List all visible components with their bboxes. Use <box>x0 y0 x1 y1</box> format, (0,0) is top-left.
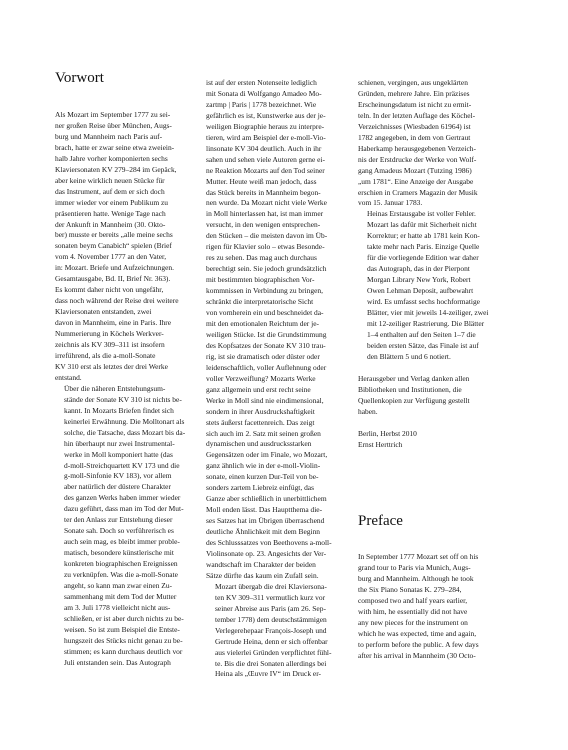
text-line: entstand. <box>55 372 82 382</box>
text-line: any new pieces for the instrument on <box>358 617 468 627</box>
text-line: mit bestimmten biographischen Vor- <box>206 275 315 285</box>
text-line: sahen und sehen viele Autoren gerne ei- <box>206 154 325 164</box>
text-line: burg and Mannheim. Although he took <box>358 573 474 583</box>
text-line: to perform before the public. A few days <box>358 639 479 649</box>
text-line: Verlegerehepaar François-Joseph und <box>215 625 327 635</box>
text-line: der Ankunft in Mannheim (30. Okto- <box>55 219 166 229</box>
text-line: werke in Moll komponiert hatte (das <box>64 449 173 459</box>
text-line: weiligen Stücke. Ist die Grundstimmung <box>206 329 327 339</box>
text-line: ganz ähnlich wie in der e-moll-Violin- <box>206 461 321 471</box>
text-line: composed two and half years earlier, <box>358 595 468 605</box>
text-line: Klaviersonaten KV 279–284 im Gepäck, <box>55 164 177 174</box>
vorwort-text-column-3 <box>358 78 500 451</box>
text-line: Heinas Erstausgabe ist voller Fehler. <box>367 209 476 219</box>
text-line: ne Reaktion Mozarts auf den Tod seiner <box>206 165 325 175</box>
paragraph <box>206 582 348 681</box>
paragraph <box>358 78 500 209</box>
text-line: haben. <box>358 406 378 416</box>
text-line: teln. In der letzten Auflage des Köchel- <box>358 110 476 120</box>
paragraph <box>358 209 500 362</box>
text-line: aus vielerlei Gründen verpflichtet fühl- <box>215 647 332 657</box>
text-line: Mozart las dafür mit Sicherheit nicht <box>367 220 477 230</box>
text-line: KV 310 erst als letztes der drei Werke <box>55 361 168 371</box>
text-line: angeht, so kann man zwar einen Zu- <box>64 580 173 590</box>
paragraph <box>55 384 197 669</box>
text-line: Ganze aber schließlich in unerbittlichem <box>206 494 327 504</box>
text-line: Mozart übergab die drei Klaviersona- <box>215 581 327 591</box>
text-line: ter den Anlass zur Entstehung dieser <box>64 515 173 525</box>
text-line: mit 12-zeiliger Rastrierung. Die Blätter <box>367 318 485 328</box>
text-line: schließen, er ist aber durch nichts zu be- <box>64 613 184 623</box>
text-line: stets äußerst facettenreich. Das zeigt <box>206 417 315 427</box>
text-line: Gesamtausgabe, Bd. II, Brief Nr. 363). <box>55 274 171 284</box>
text-line: präsentieren hatte. Wenige Tage nach <box>55 208 166 218</box>
text-line: hungszeit des Stücks nicht genau zu be- <box>64 635 183 645</box>
text-line: aber keine wirklich neuen Stücke für <box>55 175 165 185</box>
text-line: dazu geführt, dass man im Tod der Mut- <box>64 504 184 514</box>
text-line: zartmp | Paris | 1778 bezeichnet. Wie <box>206 99 317 109</box>
text-line: dass noch während der Reise drei weitere <box>55 296 179 306</box>
text-line: rigen für Klavier solo – etwas Besonde- <box>206 242 325 252</box>
text-line: Gertrude Heina, denn er sich offenbar <box>215 636 328 646</box>
text-line: Owen Lehman Deposit, aufbewahrt <box>367 286 474 296</box>
text-line: Nummerierung in Köchels Werkver- <box>55 329 164 339</box>
text-line: vom 15. Januar 1783. <box>358 198 423 208</box>
text-line: keinerlei Erwähnung. Die Molltonart als <box>64 416 185 426</box>
text-line: von vornherein ein und beschneidet da- <box>206 308 324 318</box>
text-line: Juli entstanden sein. Das Autograph <box>64 657 171 667</box>
preface-title: Preface <box>358 513 403 529</box>
text-line: ner großen Reise über München, Augs- <box>55 120 172 130</box>
text-line: immer wieder vor einem Publikum zu <box>55 197 168 207</box>
text-line: wandtschaft im Charakter der beiden <box>206 559 316 569</box>
column-3 <box>358 78 500 451</box>
text-line: nen wurde. Da Mozart nicht viele Werke <box>206 198 327 208</box>
text-line: sonders zartem Liebreiz einfügt, das <box>206 483 315 493</box>
text-line: den Blättern 5 und 6 notiert. <box>367 351 451 361</box>
text-line: which he was expected, time and again, <box>358 628 477 638</box>
text-line: am 3. Juli 1778 vielleicht nicht aus- <box>64 602 171 612</box>
text-line: d-moll-Streichquartett KV 173 und die <box>64 460 180 470</box>
text-line: weisen. So ist zum Beispiel die Entste- <box>64 624 180 634</box>
text-line: ses Satzes hat im Übrigen überraschend <box>206 516 325 526</box>
text-line: kannt. In Mozarts Briefen findet sich <box>64 405 174 415</box>
text-line: res zu sehen. Das mag auch durchaus <box>206 253 317 263</box>
text-line: Mutter. Heute weiß man jedoch, dass <box>206 176 317 186</box>
text-line: g-moll-Sinfonie KV 183), vor allem <box>64 471 172 481</box>
acknowledgement <box>358 374 500 418</box>
text-line: schienen, vergingen, aus ungeklärten <box>358 78 468 87</box>
text-line: vom 4. November 1777 an den Vater, <box>55 252 167 262</box>
text-line: zeichnis als KV 309–311 ist insofern <box>55 340 165 350</box>
text-line: Berlin, Herbst 2010 <box>358 428 417 438</box>
text-line: ber) musste er bereits „alle meine sechs <box>55 230 173 240</box>
text-line: Blätter, vier mit jeweils 14-zeiliger, zwei <box>367 308 489 318</box>
text-line: für die vorliegende Edition war daher <box>367 253 479 263</box>
text-line: grand tour to Paris via Munich, Augs- <box>358 562 471 572</box>
text-line: 1–4 enthalten auf den Seiten 1–7 die <box>367 329 476 339</box>
text-line: des Schlusssatzes von Beethovens a-moll- <box>206 538 332 548</box>
vorwort-text-column-1 <box>55 110 197 669</box>
text-line: zu verknüpfen. Was die a-moll-Sonate <box>64 570 178 580</box>
text-line: takte mehr nach Paris. Einzige Quelle <box>367 242 480 252</box>
text-line: schränkt die interpretatorische Sicht <box>206 297 314 307</box>
text-line: ten KV 309–311 vermutlich kurz vor <box>215 592 326 602</box>
text-line: des Kopfsatzes der Sonate KV 310 trau- <box>206 340 326 350</box>
text-line: mit Sonata di Wolfgango Amadeo Mo- <box>206 88 322 98</box>
column-1 <box>55 69 197 669</box>
text-line: weiligen Biographie heraus zu interpre- <box>206 121 325 131</box>
text-line: the Six Piano Sonatas K. 279–284, <box>358 584 462 594</box>
vorwort-text-column-2 <box>206 78 348 680</box>
text-line: davon in Mannheim, eine in Paris. Ihre <box>55 318 172 328</box>
text-line: aber natürlich der düstere Charakter <box>64 482 171 492</box>
text-line: Sätze dürfte das kaum ein Zufall sein. <box>206 570 319 580</box>
text-line: Korrektur; er hatte ab 1781 kein Kon- <box>367 231 480 241</box>
preface-section <box>358 512 508 662</box>
text-line: gang Amadeus Mozart (Tutzing 1986) <box>358 165 472 175</box>
text-line: Ernst Herttrich <box>358 439 403 449</box>
preface-text <box>358 552 508 662</box>
text-line: „um 1781“. Eine Anzeige der Ausgabe <box>358 176 474 186</box>
column-2 <box>206 78 348 680</box>
text-line: Als Mozart im September 1777 zu sei- <box>55 110 171 119</box>
text-line: brach, hatte er zwar seine etwa zweiein- <box>55 142 175 152</box>
text-line: stimmen; es kann durchaus deutlich vor <box>64 646 183 656</box>
text-line: auch sein mag, es bleibt immer proble- <box>64 537 180 547</box>
text-line: irreführend, als die a-moll-Sonate <box>55 350 156 360</box>
text-line: Herausgeber und Verlag danken allen <box>358 373 470 383</box>
text-line: nis der Erstdrucke der Werke von Wolf- <box>358 154 477 164</box>
text-line: tieren, wird am Beispiel der e-moll-Vio- <box>206 132 326 142</box>
paragraph <box>206 78 348 582</box>
text-line: erschien in Cramers Magazin der Musik <box>358 187 478 197</box>
text-line: Quellenkopien zur Verfügung gestellt <box>358 395 470 405</box>
text-line: linsonate KV 304 deutlich. Auch in ihr <box>206 143 322 153</box>
text-line: Sonate sah. Doch so verführerisch es <box>64 526 174 536</box>
text-line: deutliche Ähnlichkeit mit dem Beginn <box>206 527 321 537</box>
text-line: Erscheinungsdatum ist nicht zu ermit- <box>358 99 472 109</box>
text-line: den Stücken – die meisten davon im Üb- <box>206 231 328 241</box>
text-line: hin überhaupt nur zwei Instrumental- <box>64 438 175 448</box>
text-line: konkreten biographischen Ereignissen <box>64 559 178 569</box>
text-line: burg und Mannheim nach Paris auf- <box>55 131 163 141</box>
text-line: leidenschaftlich, voller Auflehnung oder <box>206 362 327 372</box>
text-line: Violinsonate op. 23. Angesichts der Ver- <box>206 548 327 558</box>
text-line: seiner Abreise aus Paris (am 26. Sep- <box>215 603 326 613</box>
text-line: dynamischen und ausdrucksstarken <box>206 439 312 449</box>
text-line: Es kommt daher nicht von ungefähr, <box>55 285 164 295</box>
text-line: sonate, einen kurzen Dur-Teil von be- <box>206 472 319 482</box>
text-line: Gründen, mehrere Jahre. Ein präzises <box>358 88 470 98</box>
text-line: des ganzen Werks haben immer wieder <box>64 493 181 503</box>
text-line: after his arrival in Mannheim (30 Octo- <box>358 650 476 660</box>
text-line: tember 1778) dem deutschstämmigen <box>215 614 327 624</box>
text-line: wird. Es umfasst sechs hochformatige <box>367 297 480 307</box>
text-line: kommnissen in Verbindung zu bringen, <box>206 286 323 296</box>
text-line: Bibliotheken und Institutionen, die <box>358 384 462 394</box>
text-line: 1782 angegeben, in dem von Gertraut <box>358 132 471 142</box>
text-line: stände der Sonate KV 310 ist nichts be- <box>64 394 182 404</box>
text-line: solche, die Tatsache, dass Mozart bis da- <box>64 427 186 437</box>
text-line: sonaten beym Canabich“ spielen (Brief <box>55 241 172 251</box>
text-line: In September 1777 Mozart set off on his <box>358 552 479 561</box>
text-line: das Stück bereits in Mannheim begon- <box>206 187 321 197</box>
text-line: mit den emotionalen Reichtum der je- <box>206 318 319 328</box>
text-line: Moll enden lässt. Das Hauptthema die- <box>206 505 323 515</box>
text-line: sondern in ihrer Ausdruckshaftigkeit <box>206 406 315 416</box>
text-line: beiden ersten Sätze, das Finale ist auf <box>367 340 479 350</box>
text-line: in Moll hinterlassen hat, ist man immer <box>206 209 324 219</box>
text-line: Heina als „Œuvre IV“ im Druck er- <box>215 669 321 679</box>
text-line: Gegensätzen oder im Finale, wo Mozart, <box>206 450 328 460</box>
text-line: halb Jahre vorher komponierten sechs <box>55 153 168 163</box>
text-line: te. Bis die drei Sonaten allerdings bei <box>215 658 327 668</box>
text-line: versucht, in den wenigen entsprechen- <box>206 220 321 230</box>
signature <box>358 429 500 451</box>
text-line: Werke in Moll sind nie eindimensional, <box>206 395 324 405</box>
vorwort-title: Vorwort <box>55 70 104 86</box>
text-line: das Autograph, das in der Pierpont <box>367 264 470 274</box>
text-line: Morgan Library New York, Robert <box>367 275 471 285</box>
text-line: rig, ist sie dramatisch oder düster oder <box>206 351 320 361</box>
text-line: sammenhang mit dem Tod der Mutter <box>64 591 177 601</box>
text-line: ganz allgemein und erst recht seine <box>206 384 311 394</box>
text-line: sich auch im 2. Satz mit seinen großen <box>206 428 321 438</box>
text-line: berechtigt sein. Sie jedoch grundsätzlich <box>206 264 327 274</box>
text-line: matisch, besondere künstlerische mit <box>64 548 174 558</box>
text-line: voller Verzweiflung? Mozarts Werke <box>206 373 316 383</box>
text-line: in: Mozart. Briefe und Aufzeichnungen. <box>55 263 174 273</box>
text-line: Haberkamp herausgegebenen Verzeich- <box>358 143 476 153</box>
paragraph <box>358 552 508 662</box>
text-line: with him, he essentially did not have <box>358 606 468 616</box>
text-line: gefährlich es ist, Kunstwerke aus der je- <box>206 110 326 120</box>
text-line: das Instrument, auf dem er sich doch <box>55 186 165 196</box>
text-line: Klaviersonaten entstanden, zwei <box>55 307 152 317</box>
text-line: Verzeichnisses (Wiesbaden 61964) ist <box>358 121 471 131</box>
text-line: Über die näheren Entstehungsum- <box>64 383 166 393</box>
paragraph <box>55 110 197 384</box>
text-line: ist auf der ersten Notenseite lediglich <box>206 78 317 87</box>
